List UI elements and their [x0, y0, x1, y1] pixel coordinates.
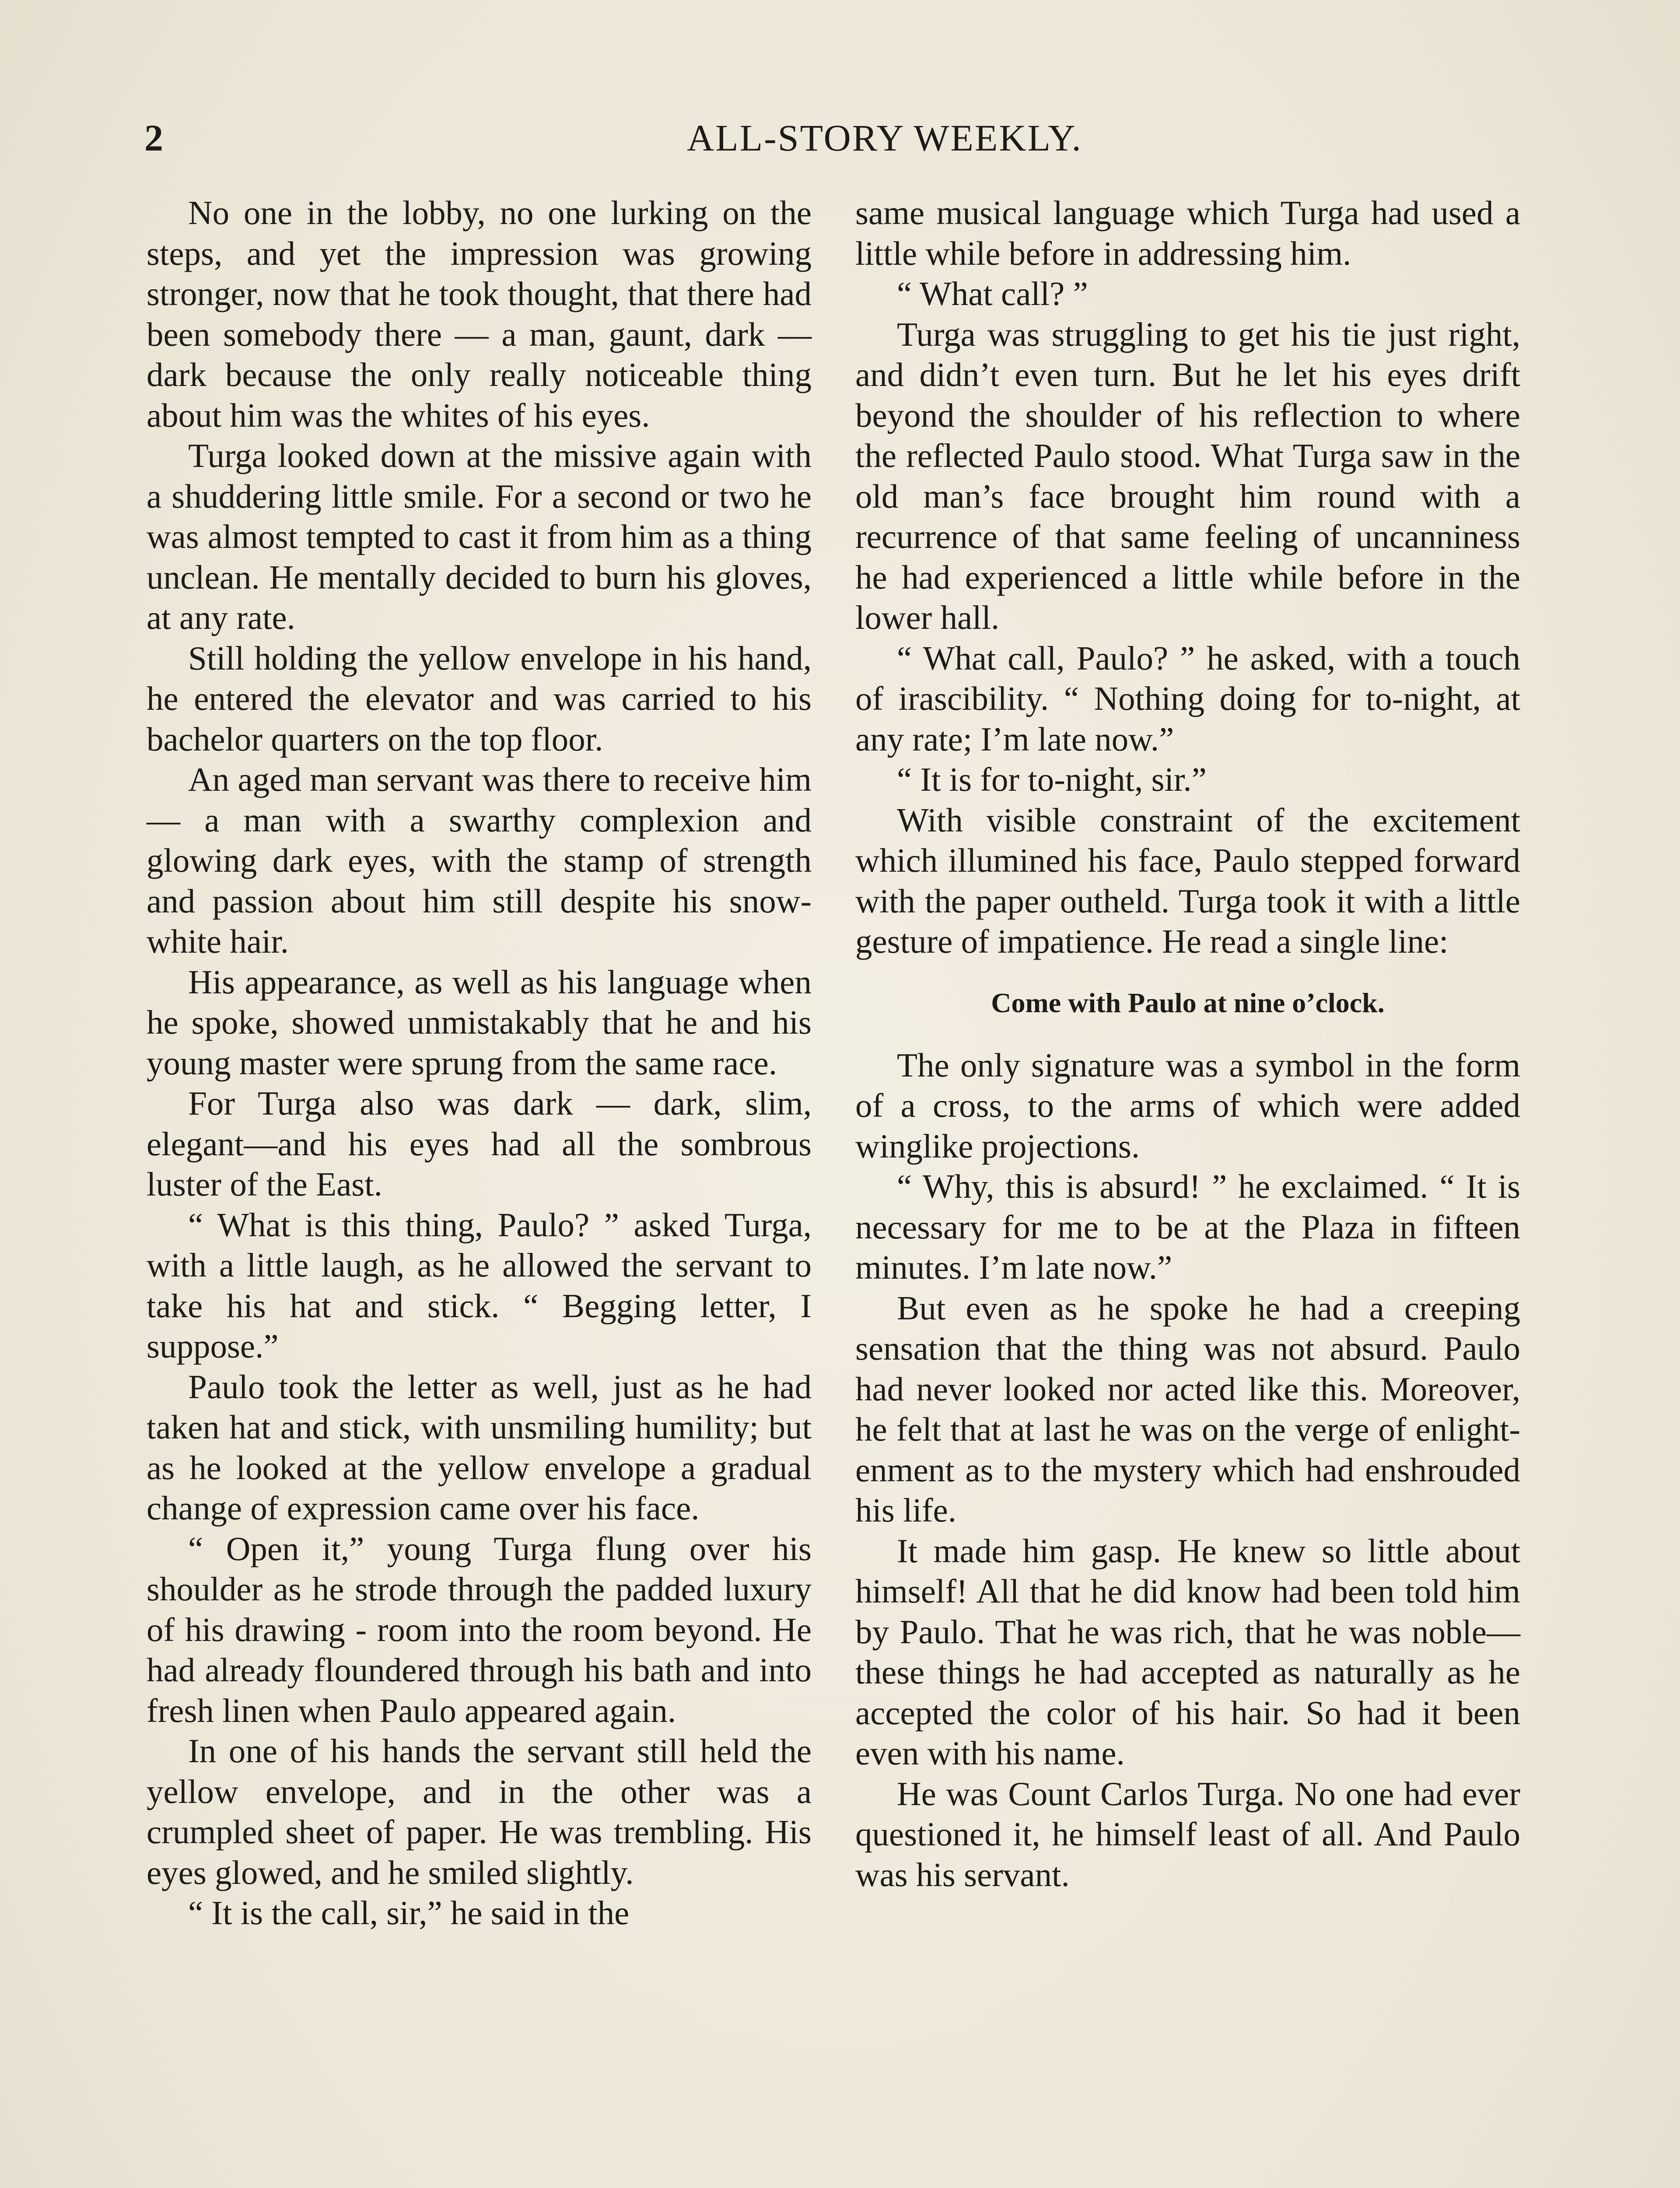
page-number: 2 [144, 117, 163, 159]
paragraph: But even as he spoke he had a creeping sensation that the thing was not absurd. Paulo had never looked nor acted like this. Moreover, he felt that at last he was on the verge of enlightenment as to the mystery which had enshrouded his life. [855, 1289, 1520, 1529]
running-title: ALL-STORY WEEKLY. [687, 117, 1082, 159]
message-note: Come with Paulo at nine o’clock. [991, 987, 1385, 1018]
paragraph: In one of his hands the servant still held the yellow envelope, and in the other was a crumpled sheet of paper. He was trembling. His eyes glowed, and he smiled slightly. [147, 1732, 812, 1891]
paragraph: “ It is the call, sir,” he said in the [188, 1894, 630, 1932]
paragraph: same musical language which Turga had used a little while before in addressing him. [855, 194, 1520, 272]
paragraph: No one in the lobby, no one lurking on the steps, and yet the impression was growing stronger, now that he took thought, that there had been somebody there — a man, gaunt, dark —dark because the only really noticeable thing about him was the whites of his eyes. [147, 194, 812, 434]
paragraph: He was Count Carlos Turga. No one had ever questioned it, he himself least of all. And Paulo was his servant. [855, 1774, 1520, 1893]
paragraph: With visible constraint of the excitement which illumined his face, Paulo stepped forward with the paper outheld. Turga took it with a little gesture of impatience. He read a single line: [855, 801, 1520, 960]
paragraph: Turga looked down at the missive again with a shuddering little smile. For a second or two he was almost tempted to cast it from him as a thing unclean. He mentally decided to burn his gloves, at any rate. [147, 437, 812, 636]
paragraph: An aged man servant was there to receive him — a man with a swarthy complexion and glowing dark eyes, with the stamp of strength and passion about him still despite his snow-white hair. [147, 761, 812, 960]
left-column [147, 193, 812, 1933]
paragraph: “ It is for to-night, sir.” [897, 761, 1207, 798]
page-header [144, 112, 1536, 164]
right-column [855, 193, 1520, 1895]
paragraph: “ What call? ” [897, 275, 1088, 312]
paragraph: Paulo took the letter as well, just as he had taken hat and stick, with unsmiling humility; but as he looked at the yellow envelope a gradual change of expression came over his face. [147, 1368, 812, 1527]
paragraph: His appearance, as well as his language when he spoke, showed unmistakably that he and his young master were sprung from the same race. [147, 963, 812, 1082]
paragraph: Still holding the yellow envelope in his hand, he entered the elevator and was carried to his bachelor quarters on the top floor. [147, 639, 812, 758]
paragraph: For Turga also was dark — dark, slim, elegant—and his eyes had all the sombrous luster of the East. [147, 1084, 812, 1203]
paragraph: It made him gasp. He knew so little about himself! All that he did know had been told him by Paulo. That he was rich, that he was noble— these things he had accepted as naturally as he accepted the color of his hair. So had it been even with his name. [855, 1532, 1520, 1772]
paragraph: Turga was struggling to get his tie just right, and didn’t even turn. But he let his eyes drift beyond the shoulder of his reflection to where the reflected Paulo stood. What Turga saw in the old man’s face brought him round with a recurrence of that same feeling of uncanniness he had experienced a little while before in the lower hall. [855, 315, 1520, 636]
paragraph: The only signature was a symbol in the form of a cross, to the arms of which were added winglike projections. [855, 1046, 1520, 1165]
paragraph: “ Open it,” young Turga flung over his shoulder as he strode through the padded luxury of his drawing - room into the room beyond. He had already floundered through his bath and into fresh linen when Paulo appeared again. [147, 1529, 812, 1729]
paragraph: “ What call, Paulo? ” he asked, with a touch of irascibility. “ Nothing doing for to-night, at any rate; I’m late now.” [855, 639, 1520, 758]
paragraph: “ Why, this is absurd! ” he exclaimed. “ It is necessary for me to be at the Plaza in fifteen minutes. I’m late now.” [855, 1168, 1520, 1286]
paragraph: “ What is this thing, Paulo? ” asked Turga, with a little laugh, as he allowed the servant to take his hat and stick. “ Begging letter, I suppose.” [147, 1206, 812, 1365]
